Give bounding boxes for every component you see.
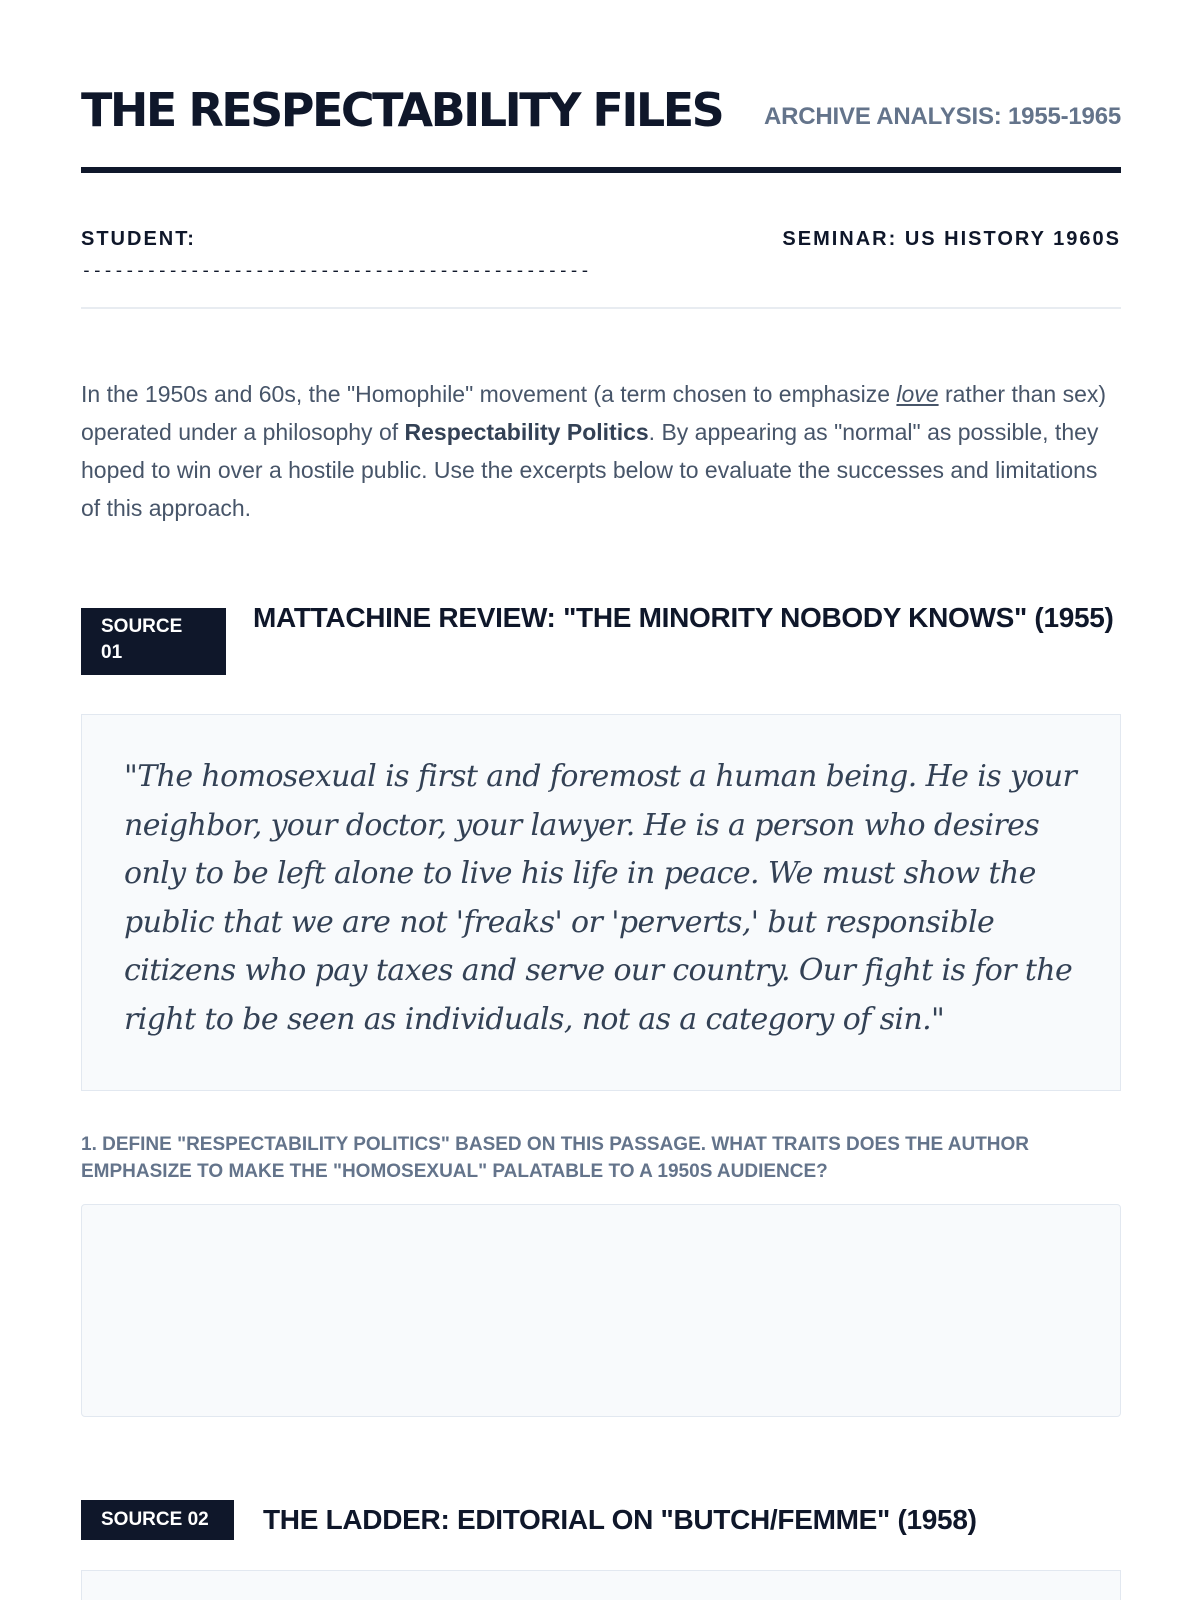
intro-text-2: rather than sex) operated under a philosophy of bbox=[81, 381, 1107, 445]
student-name-line[interactable]: ----------------------------------------------- bbox=[81, 260, 591, 281]
source-01-quote: "The homosexual is first and foremost a human being. He is your neighbor, your doctor, your lawyer. He is a person who desires only to be left alone to live his life in peace. We must show the public that we are not 'freaks' or 'perverts,' but responsible citizens who pay taxes and serve our country. Our fight is for the right to be seen as individuals, not as a category of sin." bbox=[124, 759, 1077, 1037]
source-01-title: MATTACHINE REVIEW: "THE MINORITY NOBODY KNOWS" (1955) bbox=[253, 602, 1114, 633]
source-02-title: THE LADDER: EDITORIAL ON "BUTCH/FEMME" (1958) bbox=[263, 1504, 977, 1535]
intro-text-1: In the 1950s and 60s, the "Homophile" movement (a term chosen to emphasize bbox=[81, 381, 897, 407]
seminar-label: SEMINAR: US HISTORY 1960S bbox=[782, 228, 1121, 250]
header-divider bbox=[81, 167, 1121, 173]
source-02-badge: SOURCE 02 bbox=[81, 1500, 234, 1540]
question-1: 1. DEFINE "RESPECTABILITY POLITICS" BASED ON THIS PASSAGE. WHAT TRAITS DOES THE AUTHOR EMPHASIZE TO MAKE THE "HOMOSEXUAL" PALATABLE TO A 1950S AUDIENCE? bbox=[81, 1134, 1030, 1182]
intro-text-3: . By appearing as "normal" as possible, they hoped to win over a hostile public. Use the excerpts below to evaluate the successes and limitations of this approach. bbox=[81, 419, 1099, 521]
page-header bbox=[81, 82, 1121, 142]
source-02-quote-box bbox=[81, 1570, 1121, 1600]
meta-divider bbox=[81, 307, 1121, 309]
source-01-badge: SOURCE 01 bbox=[81, 608, 226, 675]
student-label: STUDENT: bbox=[81, 228, 196, 250]
page-subtitle: ARCHIVE ANALYSIS: 1955-1965 bbox=[764, 103, 1121, 130]
intro-bold-term: Respectability Politics bbox=[404, 419, 649, 445]
intro-emphasis: love bbox=[896, 381, 939, 407]
intro-paragraph bbox=[81, 375, 1121, 527]
question-1-answer-box[interactable] bbox=[81, 1204, 1121, 1417]
page-title: THE RESPECTABILITY FILES bbox=[81, 83, 723, 137]
source-01-quote-box bbox=[81, 714, 1121, 1091]
